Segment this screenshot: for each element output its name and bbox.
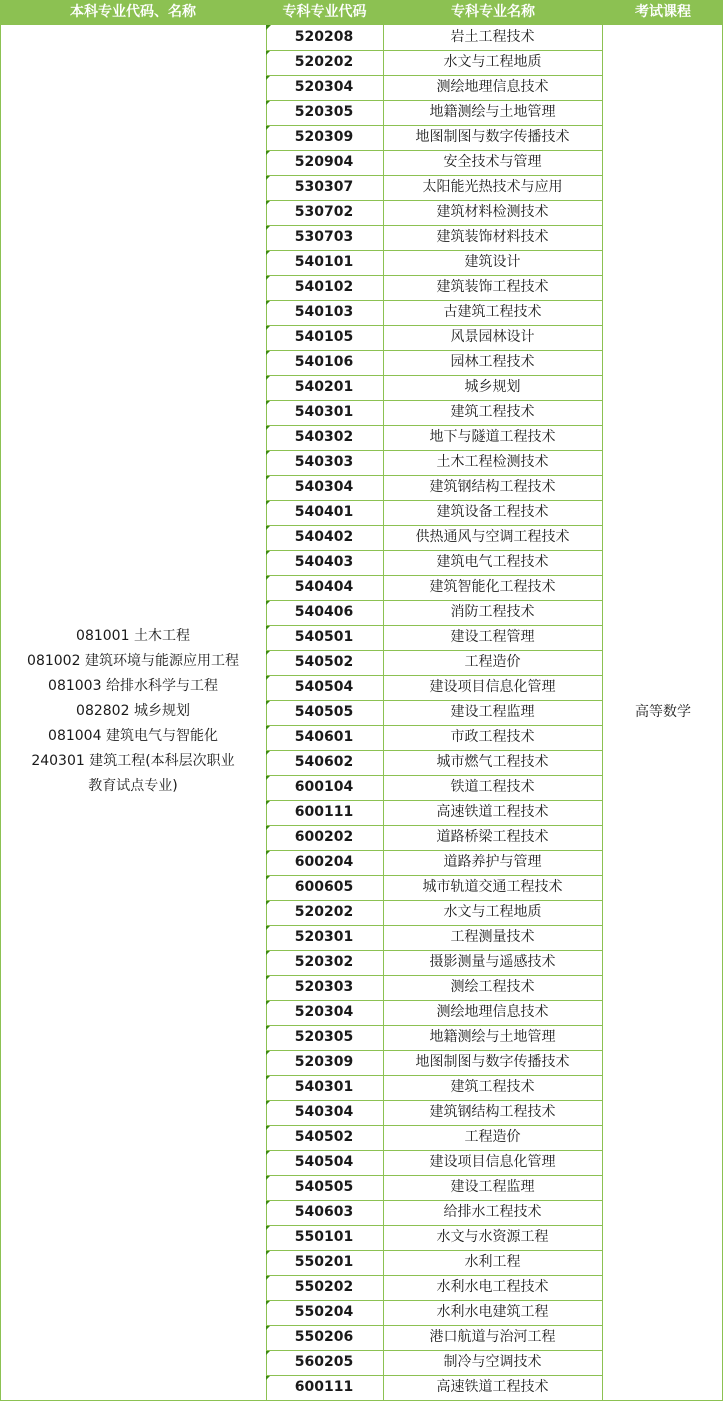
college-code-cell: 520305 <box>294 1029 354 1045</box>
row-divider <box>266 75 603 76</box>
college-name-cell: 古建筑工程技术 <box>443 304 542 320</box>
college-name-cell: 测绘工程技术 <box>450 979 535 995</box>
row-divider <box>266 1225 603 1226</box>
table-row <box>266 1325 603 1350</box>
college-name-cell: 园林工程技术 <box>450 354 535 370</box>
row-divider <box>266 775 603 776</box>
college-code-cell: 520208 <box>294 29 354 45</box>
college-name-cell: 建筑装饰材料技术 <box>436 229 549 245</box>
college-code-cell: 560205 <box>294 1354 354 1370</box>
table-row <box>266 400 603 425</box>
college-name-cell: 建筑智能化工程技术 <box>429 579 556 595</box>
college-name-cell: 港口航道与治河工程 <box>429 1329 556 1345</box>
college-name-cell: 高速铁道工程技术 <box>436 804 549 820</box>
table-row <box>266 1025 603 1050</box>
college-name-cell: 工程测量技术 <box>450 929 535 945</box>
row-divider <box>266 1375 603 1376</box>
college-code-cell: 530703 <box>294 229 354 245</box>
row-divider <box>266 1100 603 1101</box>
table-row <box>266 1350 603 1375</box>
college-name-cell: 市政工程技术 <box>450 729 535 745</box>
college-name-cell: 建筑钢结构工程技术 <box>429 1104 556 1120</box>
row-divider <box>266 625 603 626</box>
table-row <box>266 750 603 775</box>
table-row <box>266 1075 603 1100</box>
table-row <box>266 850 603 875</box>
table-row <box>266 825 603 850</box>
college-name-cell: 给排水工程技术 <box>443 1204 542 1220</box>
row-divider <box>266 50 603 51</box>
college-name-cell: 测绘地理信息技术 <box>436 79 549 95</box>
table-row <box>266 50 603 75</box>
college-code-cell: 520904 <box>294 154 354 170</box>
college-code-cell: 540106 <box>294 354 354 370</box>
college-name-cell: 工程造价 <box>464 1129 521 1145</box>
table-row <box>266 1375 603 1400</box>
college-name-cell: 安全技术与管理 <box>443 154 542 170</box>
college-code-cell: 540102 <box>294 279 354 295</box>
row-divider <box>266 825 603 826</box>
undergrad-major: 教育试点专业) <box>88 778 178 794</box>
table-row <box>266 1000 603 1025</box>
table-row <box>266 350 603 375</box>
college-name-cell: 摄影测量与遥感技术 <box>429 954 556 970</box>
row-divider <box>266 125 603 126</box>
college-code-cell: 600111 <box>294 804 354 820</box>
undergrad-major: 081001 土木工程 <box>76 628 190 644</box>
college-code-cell: 540301 <box>294 1079 354 1095</box>
table-row <box>266 200 603 225</box>
college-name-cell: 消防工程技术 <box>450 604 535 620</box>
row-divider <box>266 1350 603 1351</box>
college-name-cell: 测绘地理信息技术 <box>436 1004 549 1020</box>
college-code-cell: 540505 <box>294 704 354 720</box>
college-name-cell: 城市燃气工程技术 <box>436 754 549 770</box>
college-code-cell: 520304 <box>294 1004 354 1020</box>
row-divider <box>266 1300 603 1301</box>
exam-course: 高等数学 <box>635 704 691 720</box>
college-code-cell: 540201 <box>294 379 354 395</box>
college-code-cell: 520202 <box>294 54 354 70</box>
college-name-cell: 太阳能光热技术与应用 <box>422 179 563 195</box>
table-row <box>266 450 603 475</box>
college-code-cell: 520301 <box>294 929 354 945</box>
college-code-cell: 540502 <box>294 654 354 670</box>
undergrad-major: 081004 建筑电气与智能化 <box>48 728 218 744</box>
college-code-cell: 540406 <box>294 604 354 620</box>
row-divider <box>266 975 603 976</box>
row-divider <box>266 275 603 276</box>
college-code-cell: 540505 <box>294 1179 354 1195</box>
row-divider <box>266 500 603 501</box>
header-college-name: 专科专业名称 <box>383 0 603 25</box>
row-divider <box>266 1325 603 1326</box>
college-code-cell: 550101 <box>294 1229 354 1245</box>
college-code-cell: 540504 <box>294 679 354 695</box>
college-name-cell: 建筑钢结构工程技术 <box>429 479 556 495</box>
college-code-cell: 530307 <box>294 179 354 195</box>
college-name-cell: 道路养护与管理 <box>443 854 542 870</box>
college-code-cell: 520304 <box>294 79 354 95</box>
row-divider <box>266 1250 603 1251</box>
college-code-cell: 520303 <box>294 979 354 995</box>
table-row <box>266 1100 603 1125</box>
college-code-cell: 540603 <box>294 1204 354 1220</box>
college-code-cell: 540101 <box>294 254 354 270</box>
table-row <box>266 225 603 250</box>
row-divider <box>266 1075 603 1076</box>
row-divider <box>266 150 603 151</box>
table-row <box>266 550 603 575</box>
college-code-cell: 540601 <box>294 729 354 745</box>
college-name-cell: 风景园林设计 <box>450 329 535 345</box>
table-row <box>266 25 603 50</box>
college-code-cell: 550204 <box>294 1304 354 1320</box>
row-divider <box>266 700 603 701</box>
table-row <box>266 575 603 600</box>
table-row <box>266 650 603 675</box>
row-divider <box>266 200 603 201</box>
college-name-cell: 岩土工程技术 <box>450 29 535 45</box>
college-code-cell: 530702 <box>294 204 354 220</box>
table-row <box>266 125 603 150</box>
college-name-cell: 水文与工程地质 <box>443 54 542 70</box>
college-name-cell: 制冷与空调技术 <box>443 1354 542 1370</box>
college-name-cell: 高速铁道工程技术 <box>436 1379 549 1395</box>
table-row <box>266 1175 603 1200</box>
row-divider <box>266 650 603 651</box>
college-code-cell: 540403 <box>294 554 354 570</box>
table-row <box>266 625 603 650</box>
table-row <box>266 775 603 800</box>
row-divider <box>266 675 603 676</box>
table-row <box>266 800 603 825</box>
college-code-cell: 600605 <box>294 879 354 895</box>
table-row <box>266 475 603 500</box>
college-code-cell: 540401 <box>294 504 354 520</box>
college-code-cell: 520309 <box>294 1054 354 1070</box>
row-divider <box>266 450 603 451</box>
table-row <box>266 1200 603 1225</box>
table-row <box>266 1125 603 1150</box>
college-name-cell: 建筑材料检测技术 <box>436 204 549 220</box>
row-divider <box>266 1125 603 1126</box>
college-code-cell: 540501 <box>294 629 354 645</box>
table-row <box>266 1300 603 1325</box>
row-divider <box>266 250 603 251</box>
table-row <box>266 275 603 300</box>
college-name-cell: 水文与水资源工程 <box>436 1229 549 1245</box>
college-code-cell: 600111 <box>294 1379 354 1395</box>
row-divider <box>266 725 603 726</box>
row-divider <box>266 900 603 901</box>
row-divider <box>266 925 603 926</box>
table-row <box>266 900 603 925</box>
college-code-cell: 520202 <box>294 904 354 920</box>
table-row <box>266 950 603 975</box>
college-name-cell: 建筑工程技术 <box>450 1079 535 1095</box>
row-divider <box>266 750 603 751</box>
college-code-cell: 540504 <box>294 1154 354 1170</box>
table-row <box>266 675 603 700</box>
table-row <box>266 150 603 175</box>
college-name-cell: 道路桥梁工程技术 <box>436 829 549 845</box>
undergrad-major-list <box>0 624 266 799</box>
row-divider <box>266 875 603 876</box>
row-divider <box>266 1000 603 1001</box>
header-undergrad-major: 本科专业代码、名称 <box>0 0 266 25</box>
college-name-cell: 水利工程 <box>464 1254 521 1270</box>
college-name-cell: 建筑设计 <box>464 254 521 270</box>
table-row <box>266 1050 603 1075</box>
college-name-cell: 地图制图与数字传播技术 <box>415 1054 570 1070</box>
table-row <box>266 425 603 450</box>
undergrad-major: 081002 建筑环境与能源应用工程 <box>27 653 239 669</box>
table-row <box>266 1150 603 1175</box>
row-divider <box>266 550 603 551</box>
undergrad-major: 240301 建筑工程(本科层次职业 <box>31 753 235 769</box>
row-divider <box>266 575 603 576</box>
table-row <box>266 1225 603 1250</box>
header-college-code: 专科专业代码 <box>266 0 383 25</box>
college-code-cell: 520302 <box>294 954 354 970</box>
row-divider <box>266 225 603 226</box>
college-code-cell: 550202 <box>294 1279 354 1295</box>
table-row <box>266 525 603 550</box>
college-name-cell: 地图制图与数字传播技术 <box>415 129 570 145</box>
table-row <box>266 925 603 950</box>
table-row <box>266 325 603 350</box>
college-name-cell: 建筑设备工程技术 <box>436 504 549 520</box>
college-name-cell: 水利水电建筑工程 <box>436 1304 549 1320</box>
college-code-cell: 540502 <box>294 1129 354 1145</box>
college-name-cell: 建设工程监理 <box>450 1179 535 1195</box>
college-code-cell: 550206 <box>294 1329 354 1345</box>
college-name-cell: 建筑电气工程技术 <box>436 554 549 570</box>
college-code-cell: 540602 <box>294 754 354 770</box>
college-name-cell: 建设工程管理 <box>450 629 535 645</box>
college-code-cell: 520305 <box>294 104 354 120</box>
table-row <box>266 100 603 125</box>
college-code-cell: 540103 <box>294 304 354 320</box>
row-divider <box>266 1175 603 1176</box>
undergrad-major: 082802 城乡规划 <box>76 703 190 719</box>
college-name-cell: 建筑装饰工程技术 <box>436 279 549 295</box>
table-row <box>266 975 603 1000</box>
row-divider <box>266 1200 603 1201</box>
college-name-cell: 水利水电工程技术 <box>436 1279 549 1295</box>
row-divider <box>266 1025 603 1026</box>
college-name-cell: 水文与工程地质 <box>443 904 542 920</box>
college-name-cell: 城市轨道交通工程技术 <box>422 879 563 895</box>
row-divider <box>266 1050 603 1051</box>
college-name-cell: 铁道工程技术 <box>450 779 535 795</box>
college-name-cell: 建筑工程技术 <box>450 404 535 420</box>
table-row <box>266 725 603 750</box>
college-name-cell: 建设项目信息化管理 <box>429 679 556 695</box>
table-row <box>266 375 603 400</box>
college-name-cell: 地籍测绘与土地管理 <box>429 1029 556 1045</box>
row-divider <box>266 600 603 601</box>
college-code-cell: 540304 <box>294 479 354 495</box>
college-code-cell: 600204 <box>294 854 354 870</box>
table-row <box>266 75 603 100</box>
college-name-cell: 地籍测绘与土地管理 <box>429 104 556 120</box>
table-row <box>266 600 603 625</box>
row-divider <box>266 525 603 526</box>
college-name-cell: 城乡规划 <box>464 379 521 395</box>
row-divider <box>266 1275 603 1276</box>
college-name-cell: 建设项目信息化管理 <box>429 1154 556 1170</box>
table-row <box>266 1275 603 1300</box>
undergrad-major: 081003 给排水科学与工程 <box>48 678 218 694</box>
college-code-cell: 540105 <box>294 329 354 345</box>
table-row <box>266 1250 603 1275</box>
table-row <box>266 500 603 525</box>
row-divider <box>266 850 603 851</box>
college-code-cell: 540304 <box>294 1104 354 1120</box>
row-divider <box>266 425 603 426</box>
college-code-cell: 550201 <box>294 1254 354 1270</box>
college-name-cell: 建设工程监理 <box>450 704 535 720</box>
row-divider <box>266 100 603 101</box>
header-exam-course: 考试课程 <box>603 0 723 25</box>
college-code-cell: 540301 <box>294 404 354 420</box>
table-row <box>266 175 603 200</box>
college-code-cell: 520309 <box>294 129 354 145</box>
row-divider <box>266 300 603 301</box>
row-divider <box>266 950 603 951</box>
table-row <box>266 875 603 900</box>
row-divider <box>266 175 603 176</box>
college-name-cell: 工程造价 <box>464 654 521 670</box>
college-name-cell: 供热通风与空调工程技术 <box>415 529 570 545</box>
table-row <box>266 700 603 725</box>
college-name-cell: 地下与隧道工程技术 <box>429 429 556 445</box>
row-divider <box>266 325 603 326</box>
college-code-cell: 540404 <box>294 579 354 595</box>
row-divider <box>266 475 603 476</box>
college-code-cell: 540303 <box>294 454 354 470</box>
college-code-cell: 600104 <box>294 779 354 795</box>
row-divider <box>266 375 603 376</box>
college-code-cell: 540302 <box>294 429 354 445</box>
college-name-cell: 土木工程检测技术 <box>436 454 549 470</box>
table-row <box>266 300 603 325</box>
college-code-cell: 600202 <box>294 829 354 845</box>
college-code-cell: 540402 <box>294 529 354 545</box>
row-divider <box>266 1150 603 1151</box>
row-divider <box>266 400 603 401</box>
table-row <box>266 250 603 275</box>
row-divider <box>266 350 603 351</box>
row-divider <box>266 800 603 801</box>
